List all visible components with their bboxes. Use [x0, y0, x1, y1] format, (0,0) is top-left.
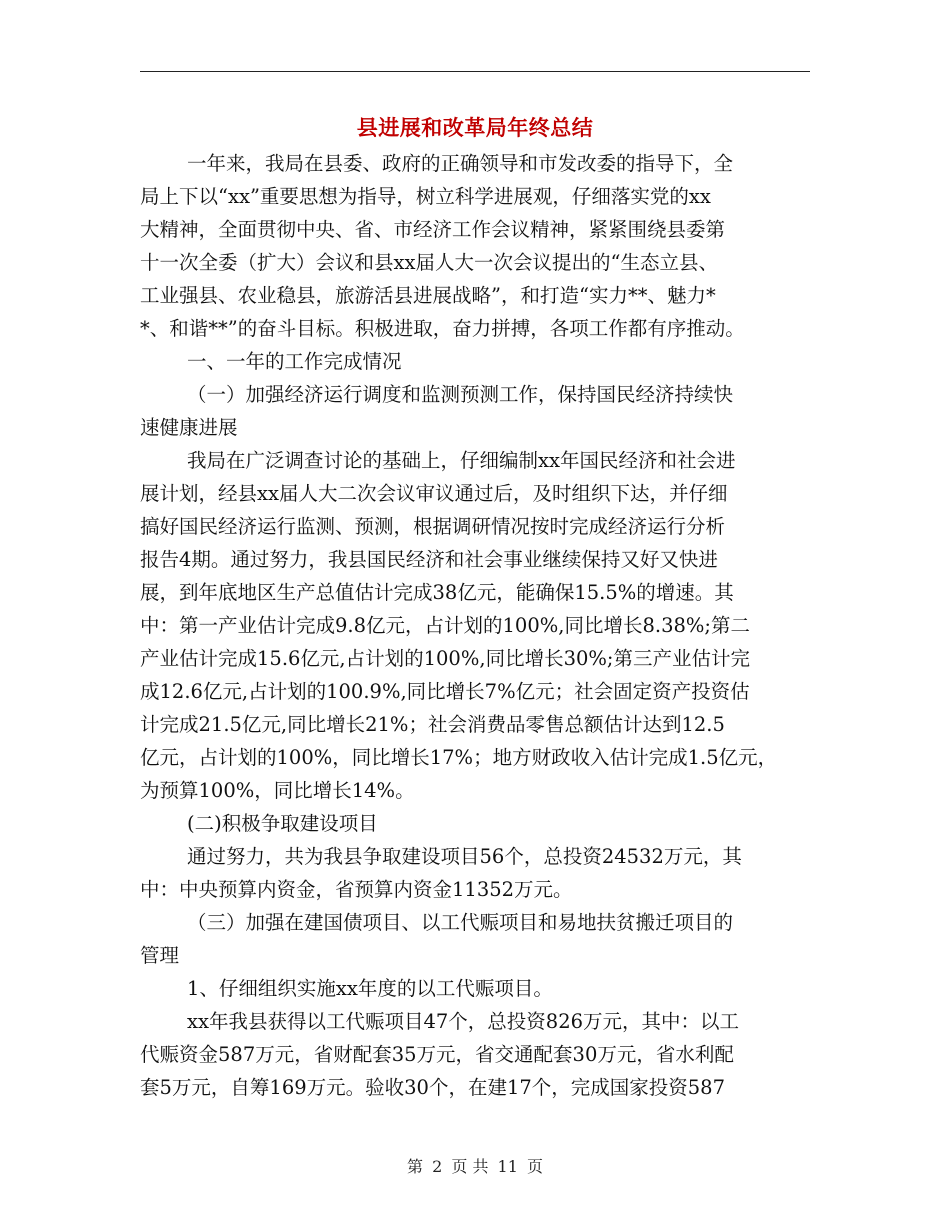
text-line: 一、一年的工作完成情况	[187, 350, 402, 373]
text-line: 速健康进展	[140, 416, 238, 439]
text-line: 产业估计完成15.6亿元,占计划的100%,同比增长30%;第三产业估计完	[140, 647, 750, 670]
text-line: 报告4期。通过努力，我县国民经济和社会事业继续保持又好又快进	[140, 548, 718, 571]
page-footer	[0, 1154, 950, 1177]
footer-prefix: 第	[406, 1157, 423, 1176]
text-line: xx年我县获得以工代赈项目47个，总投资826万元，其中：以工	[187, 1010, 740, 1033]
footer-page-number: 2	[432, 1157, 443, 1176]
text-line: 工业强县、农业稳县，旅游活县进展战略”，和打造“实力**、魅力*	[140, 284, 716, 307]
text-line: 套5万元，自筹169万元。验收30个，在建17个，完成国家投资587	[140, 1076, 725, 1099]
text-line: 一年来，我局在县委、政府的正确领导和市发改委的指导下，全	[187, 152, 734, 175]
text-line: 成12.6亿元,占计划的100.9%,同比增长7%亿元；社会固定资产投资估	[140, 680, 750, 703]
text-line: 中：中央预算内资金，省预算内资金11352万元。	[140, 878, 573, 901]
text-line: 计完成21.5亿元,同比增长21%；社会消费品零售总额估计达到12.5	[140, 713, 725, 736]
text-line: 展，到年底地区生产总值估计完成38亿元，能确保15.5%的增速。其	[140, 581, 734, 604]
text-line: 为预算100%，同比增长14%。	[140, 779, 415, 802]
text-line: 中：第一产业估计完成9.8亿元，占计划的100%,同比增长8.38%;第二	[140, 614, 750, 637]
text-line: 管理	[140, 944, 180, 967]
text-line: *、和谐**”的奋斗目标。积极进取，奋力拼搏，各项工作都有序推动。	[140, 317, 745, 340]
text-line: (二)积极争取建设项目	[187, 812, 378, 835]
header-rule	[140, 71, 810, 72]
footer-mid: 页 共	[451, 1157, 489, 1176]
footer-suffix: 页	[527, 1157, 544, 1176]
text-line: 代赈资金587万元，省财配套35万元，省交通配套30万元，省水利配	[140, 1043, 734, 1066]
text-line: 1、仔细组织实施xx年度的以工代赈项目。	[187, 977, 553, 1000]
text-line: 亿元，占计划的100%，同比增长17%；地方财政收入估计完成1.5亿元，	[140, 746, 778, 769]
text-line: 搞好国民经济运行监测、预测，根据调研情况按时完成经济运行分析	[140, 515, 726, 538]
footer-total-pages: 11	[497, 1157, 518, 1176]
text-line: 局上下以“xx”重要思想为指导，树立科学进展观，仔细落实党的xx	[140, 185, 711, 208]
text-line: 大精神，全面贯彻中央、省、市经济工作会议精神，紧紧围绕县委第	[140, 218, 726, 241]
document-title: 县进展和改革局年终总结	[356, 115, 594, 140]
text-line: 通过努力，共为我县争取建设项目56个，总投资24532万元，其	[187, 845, 742, 868]
text-line: （三）加强在建国债项目、以工代赈项目和易地扶贫搬迁项目的	[187, 911, 734, 934]
text-line: 我局在广泛调查讨论的基础上，仔细编制xx年国民经济和社会进	[187, 449, 736, 472]
text-line: （一）加强经济运行调度和监测预测工作，保持国民经济持续快	[187, 383, 734, 406]
text-line: 十一次全委（扩大）会议和县xx届人大一次会议提出的“生态立县、	[140, 251, 718, 274]
text-line: 展计划，经县xx届人大二次会议审议通过后，及时组织下达，并仔细	[140, 482, 728, 505]
